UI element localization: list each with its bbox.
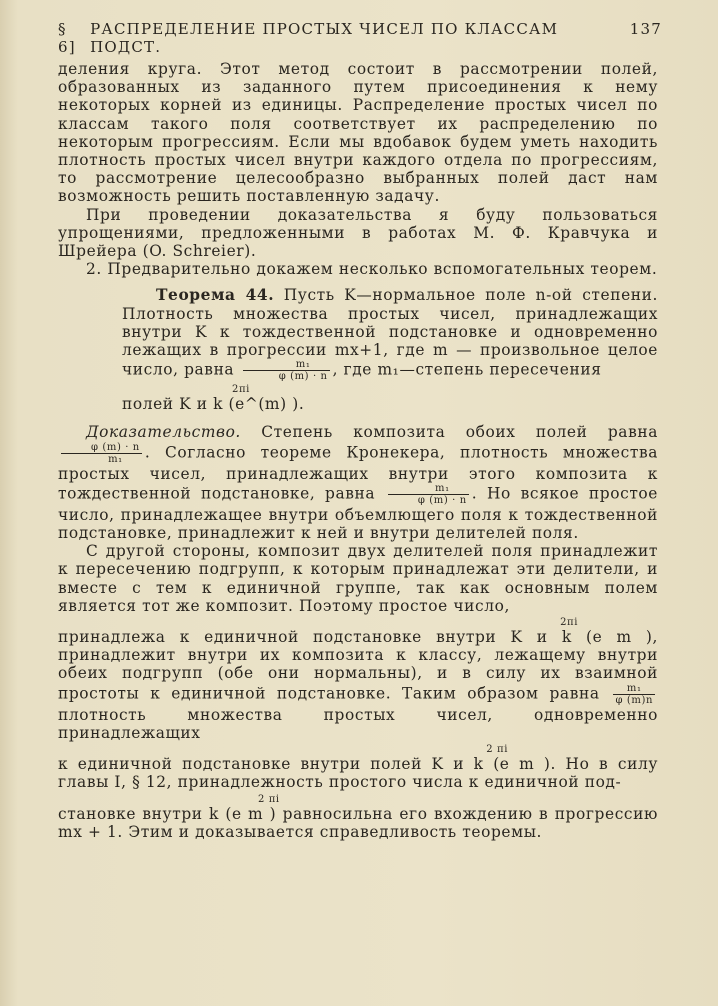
- theorem-text-c: полей K и k (e^(m) ).: [122, 395, 305, 414]
- theorem-label: Теорема 44.: [156, 286, 275, 305]
- exponent-over-1: 2πi: [560, 617, 578, 629]
- fraction-denominator: m₁: [108, 453, 123, 465]
- paragraph-5b-text: принадлежа к единичной подстановке внутри K и k (e m ), принадлежит внутри их композита к классу, лежащему внутри обеих подгрупп (обе они нормальны), и в силу их взаимной простоты к единичной подстановке. Таким образом равна: [58, 628, 658, 703]
- paragraph-5a: С другой стороны, композит двух делителей поля принадлежит к пересечению подгрупп, к которым принадлежат эти делители, и вместе с тем к единичной группе, так как основным полем является тот же композит. Поэтому простое число,: [58, 542, 658, 615]
- running-title: РАСПРЕДЕЛЕНИЕ ПРОСТЫХ ЧИСЕЛ ПО КЛАССАМ ПОДСТ.: [90, 20, 559, 56]
- exponent-over-2: 2 πi: [486, 744, 508, 756]
- proof-text-c: . Но всякое простое число, принадлежащее внутри объемлющего поля к тождественной подстановке, принадлежит к ней и внутри делителей поля.: [58, 484, 659, 543]
- page-body: [58, 60, 658, 841]
- page-number: 137: [629, 20, 662, 38]
- proof-fraction-1: [61, 442, 142, 465]
- fraction-denominator: φ (m) · n: [278, 371, 328, 383]
- fraction-numerator: m₁: [243, 359, 330, 371]
- paragraph-5-fraction: [613, 683, 655, 706]
- theorem-fraction: [243, 359, 330, 382]
- fraction-numerator: m₁: [388, 483, 469, 495]
- paragraph-2: При проведении доказательства я буду пользоваться упрощениями, предложенными в работах М. Ф. Кравчука и Шрейера (O. Schreier).: [58, 205, 658, 261]
- theorem-44: [58, 286, 658, 413]
- fraction-denominator: φ (m)n: [615, 694, 653, 706]
- proof-text-b: . Согласно теореме Кронекера, плотность множества простых чисел, принадлежащих внутри этого композита к тождественной подстановке, равна: [58, 443, 658, 503]
- paragraph-5d: к единичной подстановке внутри полей K и k (e m ). Но в силу главы I, § 12, принадлежность простого числа к единичной под-: [58, 755, 658, 792]
- proof-paragraph: [58, 423, 658, 542]
- paragraph-5b: [58, 628, 658, 742]
- paragraph-1: деления круга. Этот метод состоит в рассмотрении полей, образованных из заданного путем присоединения к нему некоторых корней из единицы. Распределение простых чисел по классам такого поля соответствует их распределению по некоторым прогрессиям. Если мы вдобавок будем уметь находить плотность простых чисел внутри каждого отдела по прогрессиям, то рассмотрение целесообразно выбранных полей даст нам возможность решить поставленную задачу.: [58, 60, 658, 206]
- proof-label: Доказательство.: [86, 423, 241, 442]
- fraction-numerator: m₁: [613, 683, 655, 695]
- paragraph-5e: становке внутри k (e m ) равносильна его вхождению в прогрессию mx + 1. Этим и доказывается справедливость теоремы.: [58, 804, 658, 841]
- exponent-over-3: 2 πi: [258, 793, 280, 805]
- section-ref: § 6]: [58, 20, 76, 56]
- paragraph-3: 2. Предварительно докажем несколько вспомогательных теорем.: [86, 260, 658, 279]
- exponent-over: 2πi: [232, 384, 250, 396]
- fraction-denominator: φ (m) · n: [417, 494, 467, 506]
- theorem-text-a: Пусть K—нормальное поле n-ой степени. Плотность множества простых чисел, принадлежащих внутри K к тождественной подстановке и одновременно лежащих в прогрессии mx+1, где m — произвольное целое число, равна: [122, 286, 659, 379]
- proof-fraction-2: [388, 483, 469, 506]
- paragraph-5c-text: плотность множества простых чисел, одновременно принадлежащих: [58, 705, 658, 742]
- proof-text-a: Степень композита обоих полей равна: [261, 423, 658, 442]
- fraction-numerator: φ (m) · n: [61, 442, 142, 454]
- theorem-text-b: , где m₁—степень пересечения: [332, 360, 602, 379]
- running-header: [58, 20, 662, 56]
- theorem-text: [88, 286, 658, 382]
